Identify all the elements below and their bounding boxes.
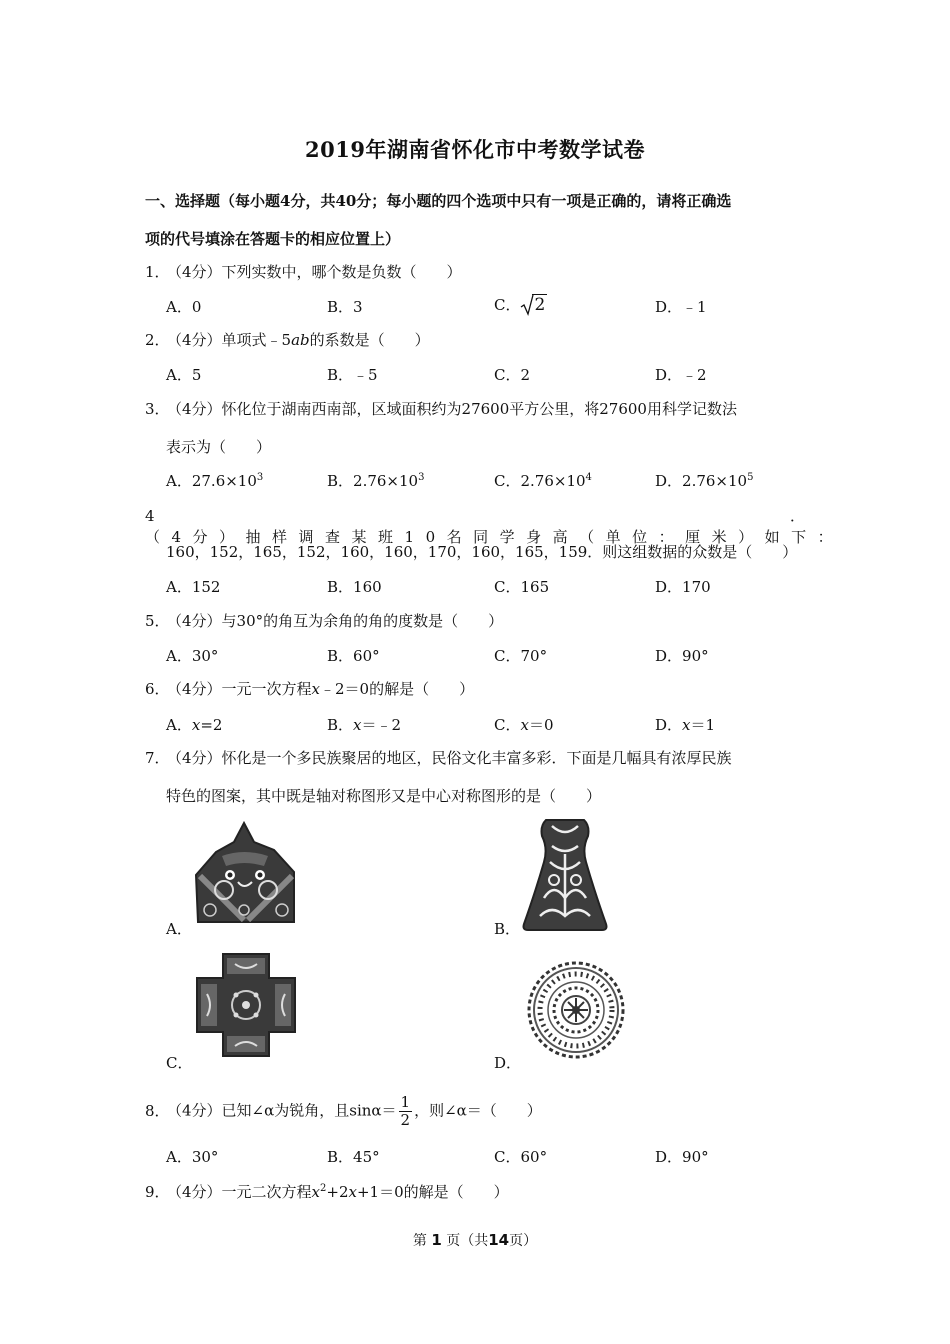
- variable: x: [311, 680, 321, 698]
- question-number: 4．: [145, 507, 805, 525]
- question-2: [145, 329, 430, 350]
- question-number: 7．: [145, 749, 170, 767]
- option-c: C．70°: [494, 647, 548, 665]
- footer-prefix: 第: [412, 1233, 427, 1249]
- question-1: [145, 261, 462, 282]
- option-label: A．: [166, 716, 192, 734]
- pattern-c-image: [195, 952, 297, 1058]
- question-stem-continued: 表示为（ ）: [166, 438, 272, 456]
- variable: x: [348, 1183, 357, 1201]
- fraction-numerator: 1: [400, 1093, 411, 1111]
- option-value: ＝1: [690, 716, 716, 734]
- question-5: [145, 610, 503, 631]
- question-stem-post: ，则∠α＝（ ）: [414, 1101, 542, 1120]
- option-d: D．: [494, 1054, 522, 1072]
- pattern-d-image: [526, 960, 626, 1060]
- option-c: C．165: [494, 578, 550, 596]
- question-number: 2．: [145, 331, 170, 349]
- exponent: 4: [585, 472, 592, 483]
- option-a: A．: [166, 920, 192, 938]
- option-b: B．﹣5: [327, 366, 378, 384]
- pattern-a-image: [194, 820, 298, 926]
- option-a: A．30°: [166, 647, 219, 665]
- option-c: C．2: [494, 366, 531, 384]
- option-d: D．﹣2: [655, 366, 707, 384]
- question-8: [145, 1094, 542, 1129]
- question-stem-post: +1＝0的解是（ ）: [356, 1183, 509, 1201]
- option-a: [166, 470, 263, 491]
- radical-sign: [520, 294, 534, 316]
- option-d: D．90°: [655, 647, 709, 665]
- exponent: 3: [256, 472, 264, 483]
- page-footer: [0, 1230, 950, 1250]
- option-label: B．: [327, 716, 354, 734]
- variable: x: [191, 716, 201, 734]
- option-label: D．: [655, 716, 683, 734]
- footer-middle: 页（共: [446, 1233, 489, 1249]
- question-stem-post: 的系数是（ ）: [309, 331, 430, 349]
- option-a: A．152: [166, 578, 221, 596]
- question-stem-continued: 特色的图案，其中既是轴对称图形又是中心对称图形的是（ ）: [166, 787, 602, 805]
- question-6: [145, 678, 474, 699]
- section-heading-line2: 项的代号填涂在答题卡的相应位置上）: [145, 230, 401, 248]
- option-c: [494, 294, 547, 315]
- option-c: C．: [166, 1054, 193, 1072]
- question-stem: （4分）怀化位于湖南西南部，区域面积约为27600平方公里，将27600用科学记数法: [167, 400, 737, 418]
- option-base: A．27.6×10: [166, 472, 257, 490]
- option-value: ＝0: [528, 716, 554, 734]
- option-base: B．2.76×10: [327, 472, 419, 490]
- exponent: 3: [418, 472, 425, 483]
- option-value: =2: [200, 716, 223, 734]
- sqrt-symbol: [520, 295, 547, 315]
- question-stem-pre: （4分）一元一次方程: [167, 680, 312, 698]
- radicand: 2: [534, 295, 546, 315]
- question-stem: （4分）怀化是一个多民族聚居的地区，民俗文化丰富多彩．下面是几幅具有浓厚民族: [167, 749, 732, 767]
- question-3: [145, 398, 737, 419]
- question-7: [145, 747, 732, 768]
- question-stem: （4分）抽样调查某班10名同学身高（单位：厘米）如下：: [145, 528, 845, 546]
- question-stem-pre: （4分）一元二次方程: [167, 1183, 312, 1201]
- option-label: C．: [494, 716, 521, 734]
- total-pages: 14: [488, 1231, 510, 1249]
- option-b: B．45°: [327, 1148, 380, 1166]
- option-d: D．90°: [655, 1148, 709, 1166]
- option-d: D．﹣1: [655, 298, 707, 316]
- option-base: C．2.76×10: [494, 472, 586, 490]
- question-number: 5．: [145, 612, 170, 630]
- pattern-b-image: [522, 816, 608, 934]
- footer-suffix: 页）: [509, 1233, 538, 1249]
- fraction: [399, 1094, 413, 1129]
- option-d: D．170: [655, 578, 711, 596]
- question-stem: （4分）下列实数中，哪个数是负数（ ）: [167, 263, 462, 281]
- question-stem-post: ﹣2＝0的解是（ ）: [320, 680, 475, 698]
- question-stem-pre: （4分）已知∠α为锐角，且sinα＝: [167, 1101, 397, 1120]
- question-number: 8．: [145, 1101, 170, 1120]
- option-a: A．5: [166, 366, 202, 384]
- question-number: 1．: [145, 263, 170, 281]
- term: +2: [326, 1183, 349, 1201]
- question-number: 3．: [145, 400, 170, 418]
- option-b: [327, 470, 424, 491]
- option-b: B．160: [327, 578, 382, 596]
- question-stem-pre: （4分）单项式﹣5: [167, 331, 292, 349]
- option-a: A．30°: [166, 1148, 219, 1166]
- option-label: C．: [494, 296, 521, 314]
- option-b: B．: [494, 920, 521, 938]
- fraction-denominator: 2: [400, 1111, 411, 1129]
- option-d: [655, 714, 715, 735]
- option-a: A．0: [166, 298, 202, 316]
- variable: x: [353, 716, 362, 734]
- variable: x: [682, 716, 691, 734]
- option-c: [494, 714, 554, 735]
- option-b: B．60°: [327, 647, 380, 665]
- question-9: [145, 1181, 509, 1202]
- option-value: ＝﹣2: [361, 716, 402, 734]
- question-number: 6．: [145, 680, 170, 698]
- variable: x: [311, 1183, 321, 1201]
- option-b: B．3: [327, 298, 363, 316]
- section-heading-line1: 一、选择题（每小题4分，共40分；每小题的四个选项中只有一项是正确的，请将正确选: [145, 192, 732, 210]
- variable: x: [520, 716, 529, 734]
- variable: ab: [291, 331, 310, 349]
- exponent: 2: [320, 1183, 327, 1194]
- question-number: 9．: [145, 1183, 170, 1201]
- exponent: 5: [747, 472, 754, 483]
- exam-title: 2019年湖南省怀化市中考数学试卷: [305, 137, 645, 162]
- current-page-number: 1: [431, 1231, 442, 1249]
- option-d: [655, 470, 753, 491]
- option-a: [166, 714, 222, 735]
- question-stem-continued: 160，152，165，152，160，160，170，160，165，159．则这组数据的众数是（ ）: [166, 543, 798, 561]
- option-c: C．60°: [494, 1148, 548, 1166]
- option-c: [494, 470, 592, 491]
- option-base: D．2.76×10: [655, 472, 748, 490]
- question-stem: （4分）与30°的角互为余角的角的度数是（ ）: [167, 612, 504, 630]
- option-b: [327, 714, 401, 735]
